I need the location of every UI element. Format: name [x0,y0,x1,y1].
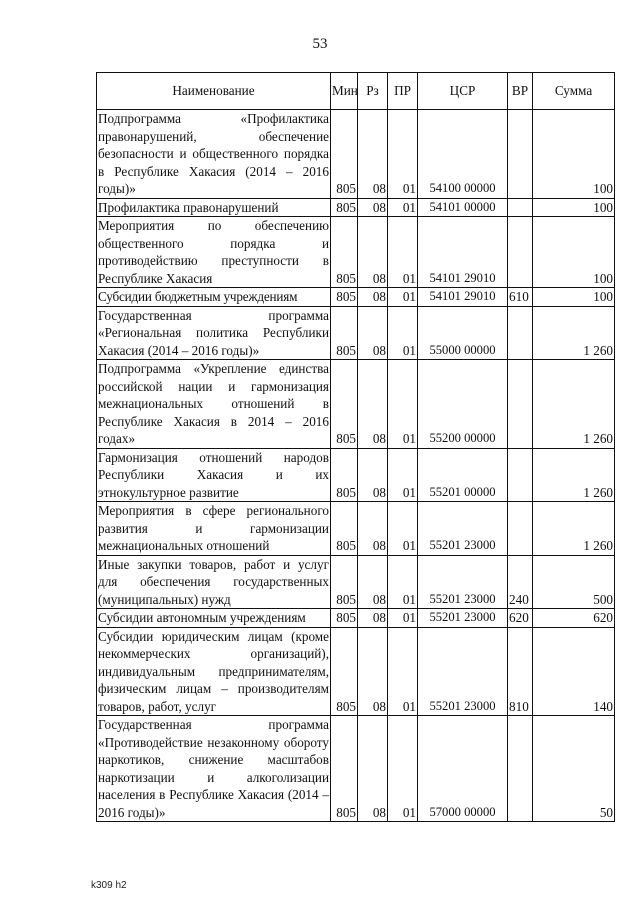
budget-table [96,72,615,822]
row-pr: 01 [388,502,418,556]
row-csr: 54101 29010 [418,288,508,307]
row-min: 805 [331,360,358,449]
row-min: 805 [331,306,358,360]
row-csr: 57000 00000 [418,716,508,822]
row-min: 805 [331,217,358,288]
row-sum: 1 260 [533,360,615,449]
row-sum: 1 260 [533,306,615,360]
row-name: Субсидии юридическим лицам (кроме некоммерческих организаций), индивидуальным предпринимателям, физическим лицам – производителям товаров, работ, услуг [98,628,329,714]
row-name: Субсидии бюджетным учреждениям [97,288,331,307]
row-csr: 55201 00000 [418,448,508,502]
header-vr: ВР [508,73,533,110]
header-name: Наименование [97,73,331,110]
header-rz: Рз [358,73,388,110]
page-number: 53 [312,36,328,52]
row-vr [508,716,533,822]
row-csr: 54100 00000 [418,110,508,199]
row-rz: 08 [358,217,388,288]
row-name: Гармонизация отношений народов Республики Хакасия и их этнокультурное развитие [98,449,329,500]
header-csr: ЦСР [418,73,508,110]
row-name: Подпрограмма «Профилактика правонарушений, обеспечение безопасности и общественного порядка в Республике Хакасия (2014 – 2016 годы)» [98,111,329,196]
table-row [97,110,615,199]
row-sum: 100 [533,288,615,307]
row-vr: 810 [508,627,533,716]
row-csr: 55201 23000 [418,502,508,556]
row-min: 805 [331,288,358,307]
row-pr: 01 [388,627,418,716]
row-sum: 100 [533,198,615,217]
row-min: 805 [331,609,358,628]
row-rz: 08 [358,716,388,822]
row-vr: 610 [508,288,533,307]
footer-code: k309 h2 [91,880,127,891]
row-name: Иные закупки товаров, работ и услуг для обеспечения государственных (муниципальных) нужд [98,556,329,607]
row-vr [508,360,533,449]
row-sum: 100 [533,217,615,288]
table-header-row [97,73,615,110]
table-row [97,217,615,288]
table-row [97,360,615,449]
row-rz: 08 [358,448,388,502]
row-name: Государственная программа «Региональная политика Республики Хакасия (2014 – 2016 годы)» [98,307,329,358]
row-csr: 55000 00000 [418,306,508,360]
row-min: 805 [331,198,358,217]
row-vr [508,306,533,360]
table-row [97,448,615,502]
table-row [97,288,615,307]
row-rz: 08 [358,306,388,360]
row-csr: 55201 23000 [418,609,508,628]
row-csr: 54101 29010 [418,217,508,288]
row-sum: 1 260 [533,502,615,556]
header-pr: ПР [388,73,418,110]
row-min: 805 [331,627,358,716]
row-csr: 55201 23000 [418,627,508,716]
header-sum: Сумма [533,73,615,110]
row-sum: 140 [533,627,615,716]
row-vr: 620 [508,609,533,628]
table-row [97,627,615,716]
header-min: Мин [331,73,358,110]
table-row [97,555,615,609]
row-rz: 08 [358,502,388,556]
row-csr: 54101 00000 [418,198,508,217]
row-min: 805 [331,502,358,556]
row-min: 805 [331,448,358,502]
table-row [97,609,615,628]
row-sum: 500 [533,555,615,609]
row-pr: 01 [388,448,418,502]
row-sum: 50 [533,716,615,822]
row-name: Подпрограмма «Укрепление единства российской нации и гармонизация межнациональных отношений в Республике Хакасия в 2014 – 2016 годах» [98,361,329,446]
row-pr: 01 [388,217,418,288]
row-min: 805 [331,110,358,199]
row-csr: 55200 00000 [418,360,508,449]
row-vr [508,198,533,217]
row-name: Субсидии автономным учреждениям [97,609,331,628]
row-pr: 01 [388,555,418,609]
row-rz: 08 [358,555,388,609]
row-pr: 01 [388,360,418,449]
row-vr: 240 [508,555,533,609]
row-vr [508,217,533,288]
row-vr [508,502,533,556]
row-name: Профилактика правонарушений [97,198,331,217]
row-sum: 100 [533,110,615,199]
row-pr: 01 [388,198,418,217]
row-pr: 01 [388,716,418,822]
row-rz: 08 [358,288,388,307]
row-rz: 08 [358,360,388,449]
table-row [97,198,615,217]
row-csr: 55201 23000 [418,555,508,609]
row-pr: 01 [388,306,418,360]
table-row [97,306,615,360]
row-rz: 08 [358,110,388,199]
table-row [97,502,615,556]
row-rz: 08 [358,627,388,716]
table-row [97,716,615,822]
row-sum: 1 260 [533,448,615,502]
row-rz: 08 [358,609,388,628]
row-name: Мероприятия в сфере регионального развития и гармонизации межнациональных отношений [98,503,329,553]
row-min: 805 [331,555,358,609]
row-sum: 620 [533,609,615,628]
row-pr: 01 [388,110,418,199]
row-min: 805 [331,716,358,822]
row-rz: 08 [358,198,388,217]
row-vr [508,110,533,199]
row-pr: 01 [388,288,418,307]
row-name: Мероприятия по обеспечению общественного порядка и противодействию преступности в Республике Хакасия [98,218,329,286]
row-name: Государственная программа «Противодействие незаконному обороту наркотиков, снижение масштабов наркотизации и алкоголизации населения в Республике Хакасия (2014 – 2016 годы)» [98,717,329,820]
row-pr: 01 [388,609,418,628]
row-vr [508,448,533,502]
